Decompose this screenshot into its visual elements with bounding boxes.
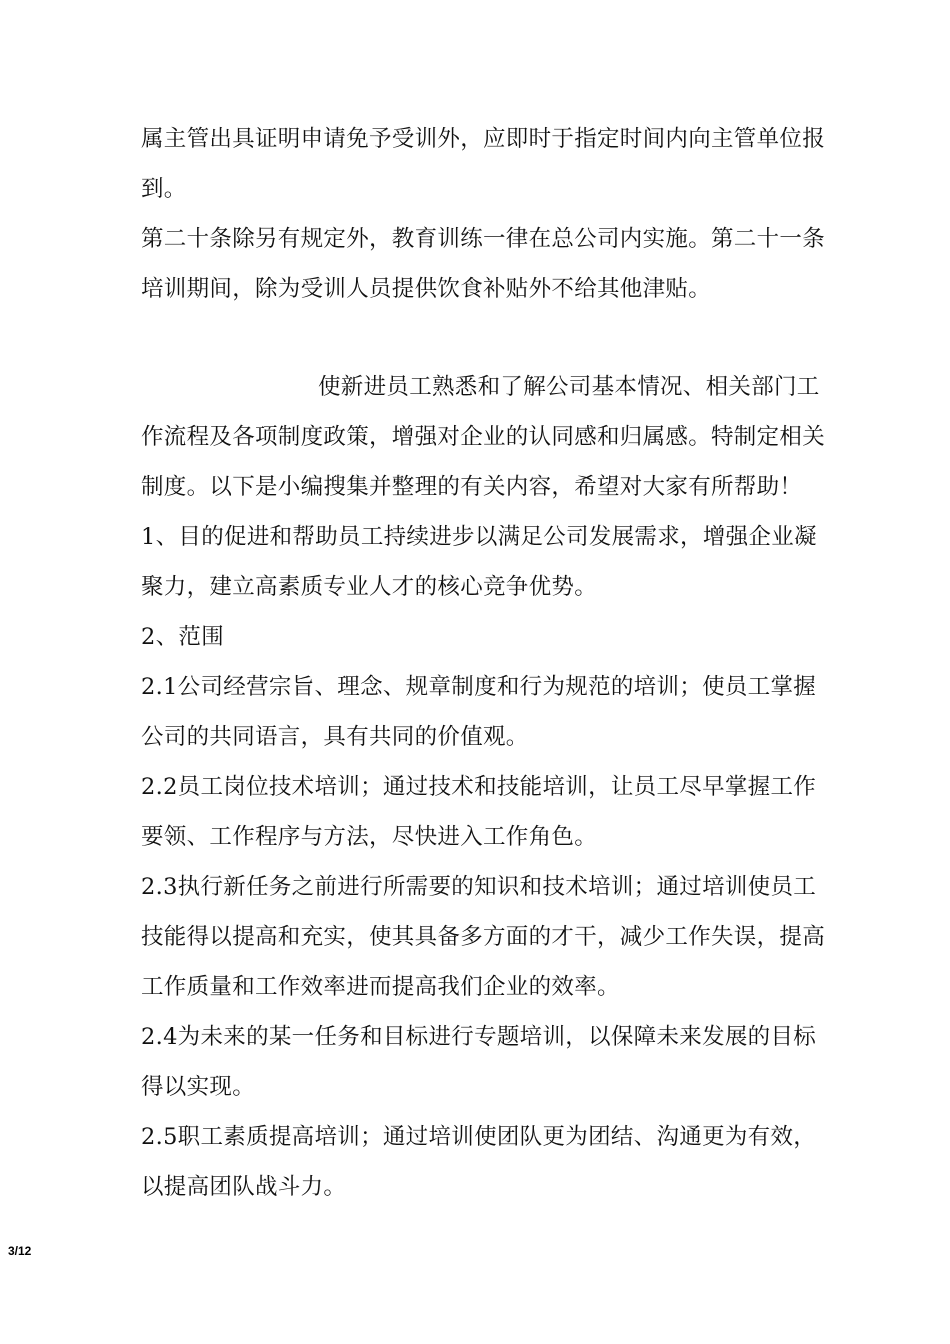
section-heading: 2、范围 [141, 624, 225, 650]
paragraph-line: 2.1公司经营宗旨、理念、规章制度和行为规范的培训；使员工掌握 [141, 674, 817, 700]
paragraph-line: 1、目的促进和帮助员工持续进步以满足公司发展需求，增强企业凝 [141, 524, 817, 550]
paragraph-line: 工作质量和工作效率进而提高我们企业的效率。 [141, 974, 620, 1000]
paragraph-line: 得以实现。 [141, 1074, 256, 1100]
paragraph-line: 培训期间，除为受训人员提供饮食补贴外不给其他津贴。 [141, 276, 712, 302]
paragraph-line: 聚力，建立高素质专业人才的核心竞争优势。 [141, 574, 598, 600]
paragraph-line: 第二十条除另有规定外，教育训练一律在总公司内实施。第二十一条 [141, 226, 826, 252]
paragraph-line: 作流程及各项制度政策，增强对企业的认同感和归属感。特制定相关 [141, 424, 826, 450]
paragraph-line: 要领、工作程序与方法，尽快进入工作角色。 [141, 824, 598, 850]
paragraph-line: 属主管出具证明申请免予受训外，应即时于指定时间内向主管单位报 [141, 126, 826, 152]
paragraph-line: 2.2员工岗位技术培训；通过技术和技能培训，让员工尽早掌握工作 [141, 774, 817, 800]
paragraph-line: 到。 [141, 176, 187, 202]
paragraph-line: 以提高团队战斗力。 [141, 1174, 347, 1200]
paragraph-line: 2.4为未来的某一任务和目标进行专题培训，以保障未来发展的目标 [141, 1024, 817, 1050]
paragraph-line: 公司的共同语言，具有共同的价值观。 [141, 724, 529, 750]
paragraph-line: 2.3执行新任务之前进行所需要的知识和技术培训；通过培训使员工 [141, 874, 817, 900]
paragraph-line: 制度。以下是小编搜集并整理的有关内容，希望对大家有所帮助！ [141, 474, 803, 500]
page-number: 3/12 [8, 1244, 32, 1258]
paragraph-line: 使新进员工熟悉和了解公司基本情况、相关部门工 [318, 374, 820, 400]
paragraph-line: 2.5职工素质提高培训；通过培训使团队更为团结、沟通更为有效， [141, 1124, 817, 1150]
paragraph-line: 技能得以提高和充实，使其具备多方面的才干，减少工作失误，提高 [141, 924, 826, 950]
